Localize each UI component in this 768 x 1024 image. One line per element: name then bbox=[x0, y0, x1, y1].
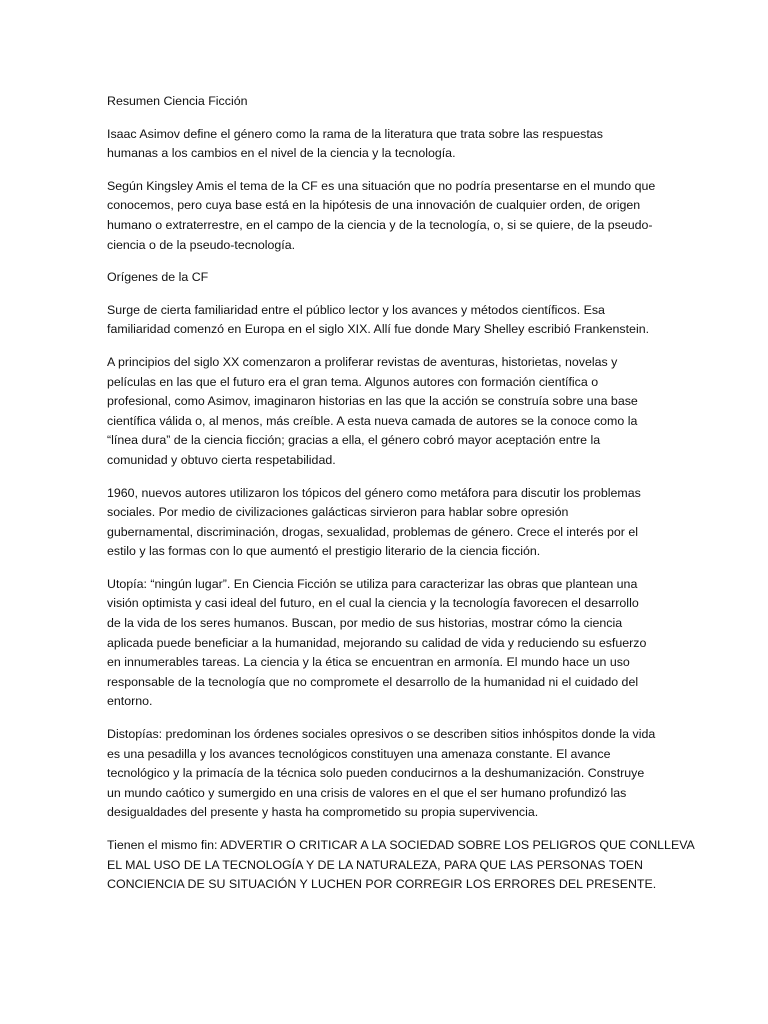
document-title: Resumen Ciencia Ficción bbox=[107, 94, 248, 108]
document-page bbox=[107, 92, 695, 908]
text-line: Según Kingsley Amis el tema de la CF es una situación que no podría presentarse en el mundo que bbox=[107, 178, 656, 193]
paragraph-1960 bbox=[107, 484, 663, 562]
text-line: científica válida o, al menos, más creíble. A esta nueva camada de autores se la conoce como la bbox=[107, 413, 638, 428]
paragraph-kingsley-amis bbox=[107, 177, 663, 255]
text-line: responsable de la tecnología que no compromete el desarrollo de la humanidad ni el cuidado del bbox=[107, 674, 639, 689]
text-line: películas en las que el futuro era el gran tema. Algunos autores con formación científica o bbox=[107, 374, 599, 389]
text-line: profesional, como Asimov, imaginaron historias en las que la acción se construía sobre una base bbox=[107, 394, 638, 409]
text-line: CONCIENCIA DE SU SITUACIÓN Y LUCHEN POR CORREGIR LOS ERRORES DEL PRESENTE. bbox=[107, 877, 657, 892]
paragraph-mismo-fin bbox=[107, 836, 695, 895]
text-line: gubernamental, discriminación, drogas, sexualidad, problemas de género. Crece el interés por el bbox=[107, 524, 639, 539]
text-line: A principios del siglo XX comenzaron a proliferar revistas de aventuras, historietas, novelas y bbox=[107, 354, 618, 369]
paragraph-siglo-xx bbox=[107, 353, 663, 471]
text-line: estilo y las formas con lo que aumentó el prestigio literario de la ciencia ficción. bbox=[107, 544, 541, 559]
text-line: un mundo caótico y sumergido en una crisis de valores en el que el ser humano profundizó las bbox=[107, 785, 627, 800]
paragraph-familiaridad bbox=[107, 301, 663, 340]
text-line: EL MAL USO DE LA TECNOLOGÍA Y DE LA NATURALEZA, PARA QUE LAS PERSONAS TOEN bbox=[107, 857, 643, 872]
paragraph-utopia bbox=[107, 575, 663, 712]
text-line: desigualdades del presente y hasta ha comprometido su propia supervivencia. bbox=[107, 805, 539, 820]
text-line: ciencia o de la pseudo-tecnología. bbox=[107, 237, 296, 252]
text-line: visión optimista y casi ideal del futuro, en el cual la ciencia y la tecnología favorecen el desarrollo bbox=[107, 596, 639, 611]
text-line: humano o extraterrestre, en el campo de la ciencia y de la tecnología, o, si se quiere, de la pseudo- bbox=[107, 217, 653, 232]
text-line: es una pesadilla y los avances tecnológicos constituyen una amenaza constante. El avance bbox=[107, 746, 611, 761]
text-line: familiaridad comenzó en Europa en el siglo XIX. Allí fue donde Mary Shelley escribió Frankenstein. bbox=[107, 322, 650, 337]
section-heading-origenes bbox=[107, 268, 663, 288]
text-line: Tienen el mismo fin: ADVERTIR O CRITICAR A LA SOCIEDAD SOBRE LOS PELIGROS QUE CONLLEVA bbox=[107, 838, 695, 852]
text-line: Surge de cierta familiaridad entre el público lector y los avances y métodos científicos. Esa bbox=[107, 302, 605, 317]
text-line: Distopías: predominan los órdenes sociales opresivos o se describen sitios inhóspitos donde la vida bbox=[107, 727, 656, 742]
text-line: tecnológico y la primacía de la técnica solo pueden conducirnos a la deshumanización. Construye bbox=[107, 766, 645, 781]
text-line: aplicada puede beneficiar a la humanidad, mejorando su calidad de vida y reduciendo su esfuerzo bbox=[107, 635, 647, 650]
text-line: Orígenes de la CF bbox=[107, 270, 209, 285]
text-line: 1960, nuevos autores utilizaron los tópicos del género como metáfora para discutir los problemas bbox=[107, 485, 641, 500]
paragraph-distopias bbox=[107, 725, 663, 823]
text-line: humanas a los cambios en el nivel de la ciencia y la tecnología. bbox=[107, 146, 456, 161]
text-line: entorno. bbox=[107, 694, 153, 709]
text-line: de la vida de los seres humanos. Buscan, por medio de sus historias, mostrar cómo la ciencia bbox=[107, 616, 623, 631]
text-line: Isaac Asimov define el género como la rama de la literatura que trata sobre las respuestas bbox=[107, 126, 603, 141]
text-line: conocemos, pero cuya base está en la hipótesis de una innovación de cualquier orden, de origen bbox=[107, 198, 641, 213]
text-line: en innumerables tareas. La ciencia y la ética se encuentran en armonía. El mundo hace un uso bbox=[107, 655, 630, 670]
text-line: comunidad y obtuvo cierta respetabilidad. bbox=[107, 452, 336, 467]
text-line: “línea dura” de la ciencia ficción; gracias a ella, el género cobró mayor aceptación entre la bbox=[107, 433, 601, 448]
paragraph-asimov bbox=[107, 125, 663, 164]
text-line: sociales. Por medio de civilizaciones galácticas sirvieron para hablar sobre opresión bbox=[107, 505, 569, 520]
text-line: Utopía: “ningún lugar”. En Ciencia Ficción se utiliza para caracterizar las obras que plantean una bbox=[107, 576, 638, 591]
